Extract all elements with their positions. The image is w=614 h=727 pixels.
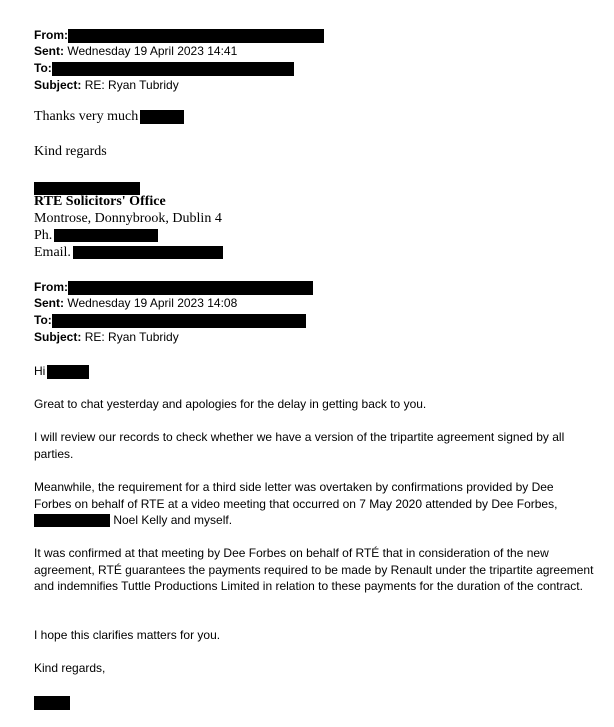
- email2-greeting: Hi: [34, 364, 46, 378]
- email2-paragraph-3-tail: Noel Kelly and myself.: [113, 513, 233, 527]
- email1-to-row: [34, 60, 294, 76]
- email2-paragraph-4: It was confirmed at that meeting by Dee Forbes on behalf of RTÉ that in consideration of the new agreement, RTÉ guarantees the payments required to be made by Renault under the tripartite agreement and indemnifies Tuttle Productions Limited in relation to these payments for the duration of the contract.: [34, 546, 594, 593]
- email1-signoff: Kind regards: [34, 144, 107, 159]
- email2-sent-row: [34, 295, 237, 311]
- email2-greeting-row: [34, 363, 89, 379]
- email2-paragraph-3-main: Meanwhile, the requirement for a third side letter was overtaken by confirmations provided by Dee Forbes on behalf of RTE at a video meeting that occurred on 7 May 2020 attended by Dee Forbes,: [34, 480, 558, 511]
- email2-from-label: From:: [34, 280, 68, 294]
- redaction-block: [52, 314, 306, 328]
- redaction-block: [140, 110, 184, 124]
- email1-thanks-line: [34, 109, 184, 125]
- redaction-block: [68, 29, 324, 43]
- redaction-block: [73, 246, 223, 259]
- email2-subject-label: Subject:: [34, 330, 82, 344]
- redaction-block: [34, 182, 140, 195]
- email1-to-label: To:: [34, 61, 52, 75]
- email1-sent-label: Sent:: [34, 44, 64, 58]
- email2-sent-label: Sent:: [34, 296, 64, 310]
- signature-phone-label: Ph.: [34, 228, 53, 243]
- email1-from-label: From:: [34, 28, 68, 42]
- redaction-block: [34, 696, 70, 710]
- email2-to-label: To:: [34, 313, 52, 327]
- email2-paragraph-1: Great to chat yesterday and apologies for the delay in getting back to you.: [34, 397, 427, 411]
- email2-paragraph-5: I hope this clarifies matters for you.: [34, 628, 221, 642]
- email2-sent-value: Wednesday 19 April 2023 14:08: [67, 296, 238, 310]
- email1-subject-value: RE: Ryan Tubridy: [84, 78, 179, 92]
- email2-subject-value: RE: Ryan Tubridy: [84, 330, 179, 344]
- signature-email-row: [34, 245, 223, 261]
- email1-subject-label: Subject:: [34, 78, 82, 92]
- email2-paragraph-2: I will review our records to check whether we have a version of the tripartite agreement signed by all parties.: [34, 430, 565, 461]
- redaction-block: [68, 281, 313, 295]
- email2-signature-name-row: [34, 695, 70, 711]
- email2-signoff: Kind regards,: [34, 661, 106, 675]
- email2-subject-row: [34, 329, 179, 345]
- signature-email-label: Email.: [34, 245, 71, 260]
- redaction-block: [52, 62, 294, 76]
- redaction-block: [47, 365, 89, 379]
- redaction-block: [34, 514, 110, 527]
- email2-from-row: [34, 279, 313, 295]
- redaction-block: [54, 229, 158, 242]
- email1-sent-row: [34, 43, 237, 59]
- signature-address: Montrose, Donnybrook, Dublin 4: [34, 211, 222, 226]
- email1-from-row: [34, 27, 324, 43]
- signature-phone-row: [34, 228, 158, 244]
- signature-org: RTÉ Solicitors' Office: [34, 194, 166, 209]
- email1-sent-value: Wednesday 19 April 2023 14:41: [67, 44, 238, 58]
- email2-paragraph-3: [34, 479, 594, 529]
- email1-subject-row: [34, 77, 179, 93]
- email1-thanks-text: Thanks very much: [34, 109, 139, 124]
- email2-to-row: [34, 312, 306, 328]
